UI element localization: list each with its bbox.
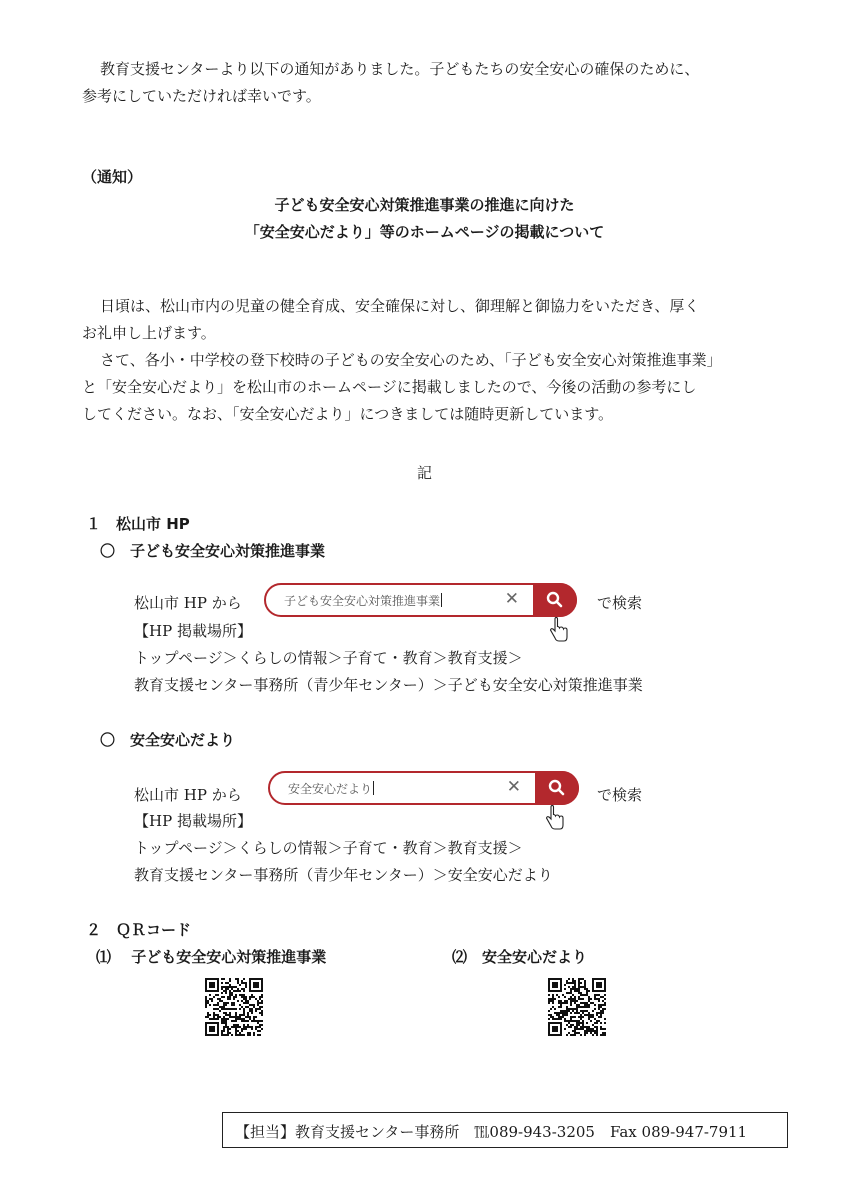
item1-heading: 〇 子ども安全安心対策推進事業	[100, 542, 326, 560]
section1-heading: １ 松山市 HP	[86, 515, 190, 533]
notice-title-line-1: 子ども安全安心対策推進事業の推進に向けた	[274, 196, 575, 214]
search-icon	[535, 771, 579, 805]
body-line-2: お礼申し上げます。	[82, 324, 216, 342]
notice-title-line-2: 「安全安心だより」等のホームページの掲載について	[244, 223, 605, 241]
qr-code-1[interactable]	[205, 978, 263, 1036]
intro-line-2: 参考にしていただければ幸いです。	[82, 87, 321, 105]
item1-path-2: 教育支援センター事務所（青少年センター）＞子ども安全安心対策推進事業	[134, 676, 643, 694]
item1-search-suffix: で検索	[597, 594, 643, 612]
hand-pointer-icon	[548, 617, 570, 643]
contact-text: 【担当】教育支援センター事務所 ℡089-943-3205 Fax 089-947-7911	[235, 1123, 748, 1141]
contact-box	[222, 1112, 788, 1148]
ki-mark: 記	[416, 464, 432, 482]
intro-line-1: 教育支援センターより以下の通知がありました。子どもたちの安全安心の確保のために、	[100, 60, 700, 78]
qr1-label: ⑴ 子ども安全安心対策推進事業	[96, 948, 327, 966]
item1-search-input[interactable]: 子ども安全安心対策推進事業	[284, 594, 441, 608]
section2-heading: ２ ＱＲコード	[86, 921, 192, 939]
item2-location-label: 【HP 掲載場所】	[134, 812, 252, 830]
item1-search-button[interactable]	[533, 583, 577, 617]
item2-heading: 〇 安全安心だより	[100, 731, 236, 749]
search-icon	[533, 583, 577, 617]
hand-pointer-icon	[544, 805, 566, 831]
item2-from: 松山市 HP から	[134, 786, 242, 804]
item1-location-label: 【HP 掲載場所】	[134, 622, 252, 640]
item1-search-bar[interactable]	[264, 583, 577, 617]
body-line-5: してください。なお、「安全安心だより」につきましては随時更新しています。	[82, 405, 614, 423]
qr2-label: ⑵ 安全安心だより	[452, 948, 588, 966]
item2-path-1: トップページ＞くらしの情報＞子育て・教育＞教育支援＞	[134, 839, 523, 857]
close-icon[interactable]: ✕	[506, 777, 521, 797]
notice-label: （通知）	[82, 168, 143, 186]
body-line-1: 日頃は、松山市内の児童の健全育成、安全確保に対し、御理解と御協力をいただき、厚く	[100, 297, 700, 315]
item2-search-bar[interactable]	[268, 771, 579, 805]
body-line-3: さて、各小・中学校の登下校時の子どもの安全安心のため、「子ども安全安心対策推進事業」	[100, 351, 722, 369]
close-icon[interactable]: ✕	[504, 589, 519, 609]
item2-search-button[interactable]	[535, 771, 579, 805]
item2-path-2: 教育支援センター事務所（青少年センター）＞安全安心だより	[134, 866, 553, 884]
item2-search-suffix: で検索	[597, 786, 643, 804]
item2-search-input[interactable]: 安全安心だより	[288, 782, 373, 796]
body-line-4: と「安全安心だより」を松山市のホームページに掲載しましたので、今後の活動の参考にし	[82, 378, 697, 396]
item1-from: 松山市 HP から	[134, 594, 242, 612]
item1-path-1: トップページ＞くらしの情報＞子育て・教育＞教育支援＞	[134, 649, 523, 667]
qr-code-2[interactable]	[548, 978, 606, 1036]
